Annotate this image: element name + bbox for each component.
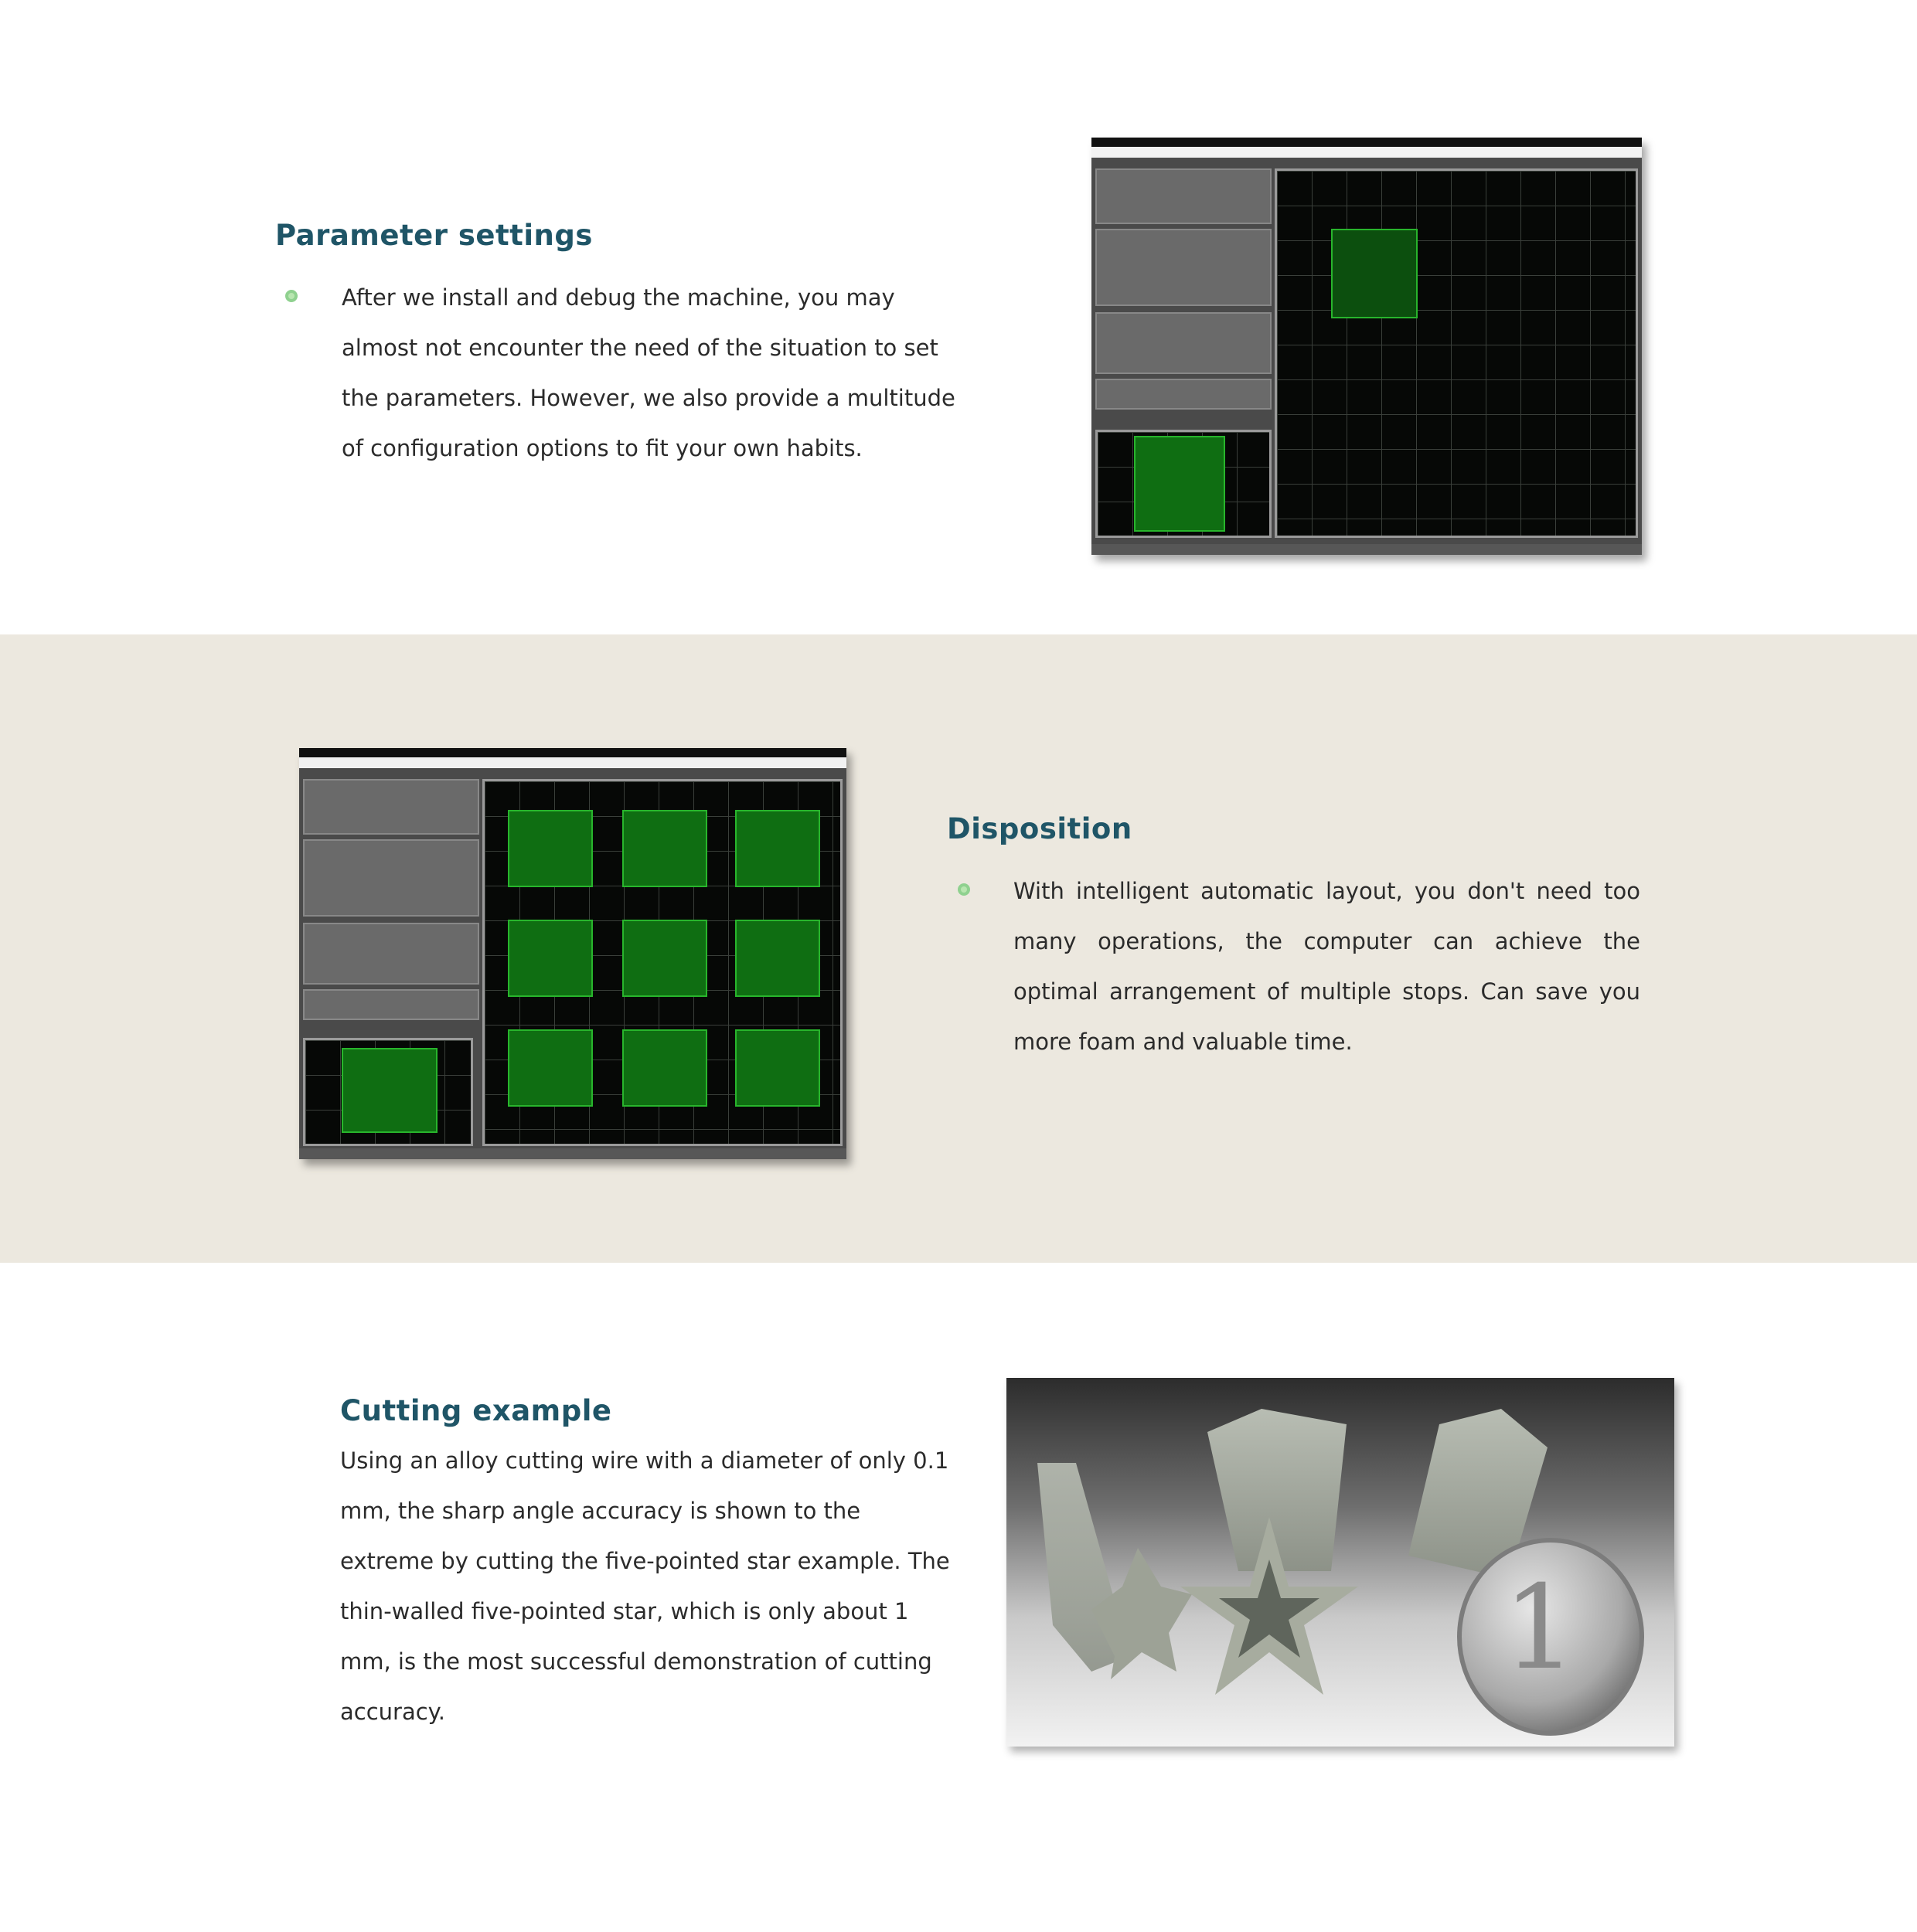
svg-text:1: 1 [1503, 1561, 1577, 1696]
star-cutouts-illustration [1006, 1378, 1674, 1747]
bullet-icon [955, 881, 972, 898]
cutting-example-text: Using an alloy cutting wire with a diameter of only 0.1 mm, the sharp angle accuracy is shown to the extreme by cutting the five-pointed star example. The thin-walled five-pointed star, which is only about 1 mm, is the most successful demonstration of cutting accuracy. [340, 1447, 950, 1725]
parameter-settings-text: After we install and debug the machine, you may almost not encounter the need of the situation to set the parameters. However, we also provide a multitude of configuration options to fit your own habits. [342, 284, 955, 461]
disposition-text: With intelligent automatic layout, you don't need too many operations, the computer can achieve the optimal arrangement of multiple stops. Can save you more foam and valuable time. [1013, 878, 1640, 1055]
parameter-settings-title: Parameter settings [275, 219, 593, 252]
star-foam-photo [1006, 1378, 1674, 1747]
cutting-example-title: Cutting example [340, 1394, 612, 1427]
parameter-settings-screenshot [1091, 138, 1642, 555]
bullet-icon [283, 287, 300, 304]
disposition-title: Disposition [947, 812, 1132, 845]
disposition-screenshot [299, 748, 846, 1159]
